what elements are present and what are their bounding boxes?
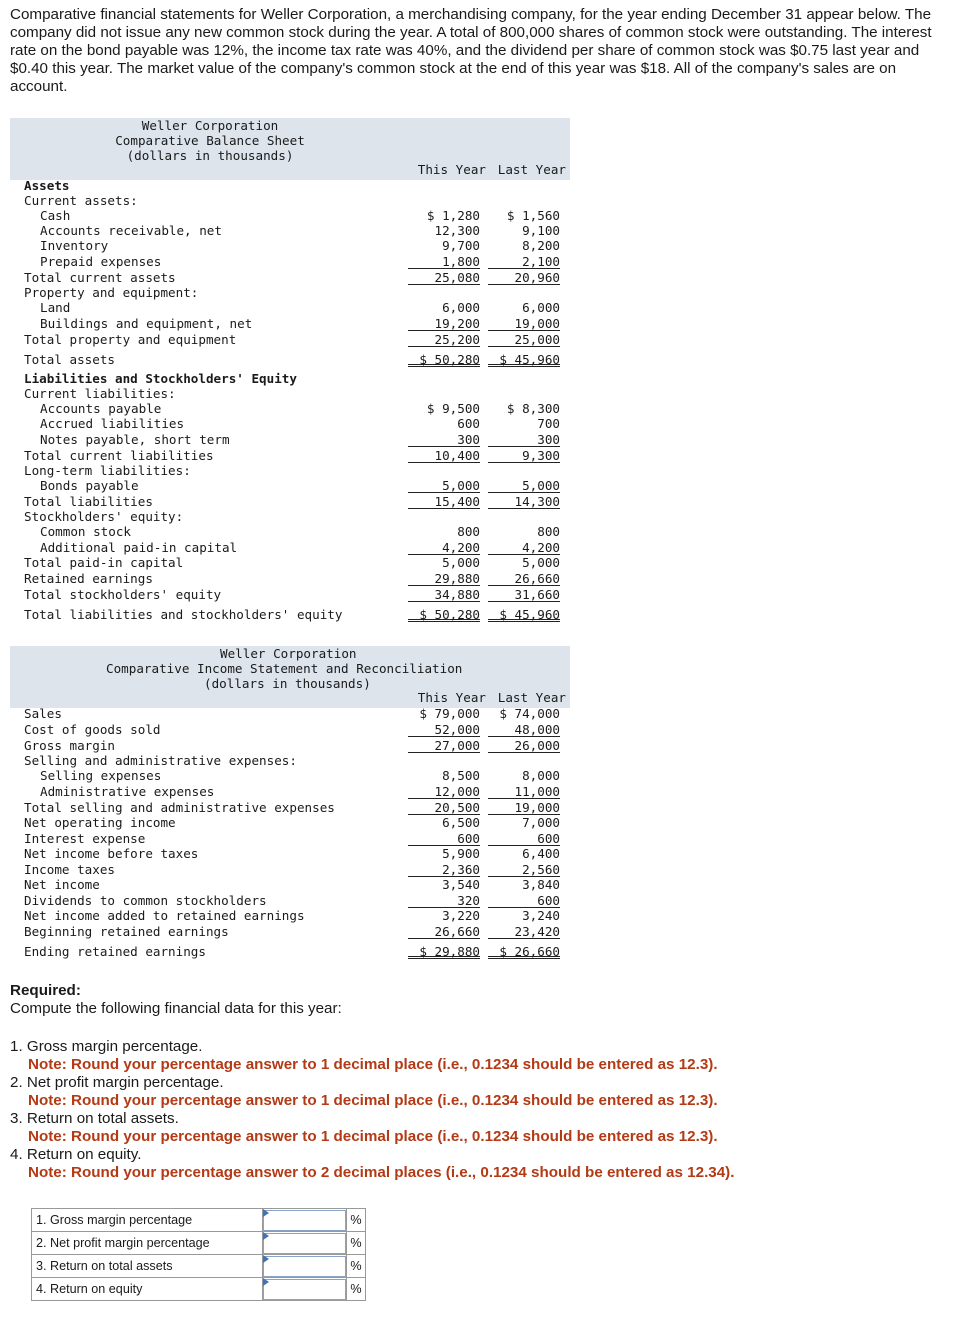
last-year-value: $ 74,000: [499, 706, 560, 721]
is-row-ending-retained-earnings: [10, 944, 570, 959]
row-label: Gross margin: [24, 738, 115, 753]
this-year-value: 8,500: [442, 768, 480, 783]
bs-row-liabilities-and-stockholders-equity: [10, 371, 570, 386]
answer-cell: [263, 1255, 347, 1278]
bs-row-assets: [10, 178, 570, 193]
last-year-value: 600: [488, 893, 560, 908]
last-year-value: 7,000: [522, 815, 560, 830]
last-year-value: 5,000: [522, 555, 560, 570]
answer-row-1-gross-margin-percentage: [32, 1209, 366, 1232]
this-year-value: 300: [408, 432, 480, 447]
balance-sheet-units: (dollars in thousands): [126, 148, 294, 163]
this-year-value: $ 29,880: [408, 944, 480, 959]
bs-row-accrued-liabilities: [10, 416, 570, 431]
this-year-value: 5,900: [442, 846, 480, 861]
last-year-value: 14,300: [488, 494, 560, 509]
answer-unit: %: [347, 1209, 366, 1232]
bs-row-total-liabilities-and-stockholders-equity: [10, 607, 570, 622]
cell-marker-icon: [263, 1209, 269, 1217]
row-label: Selling and administrative expenses:: [24, 753, 297, 768]
balance-sheet: [10, 118, 570, 628]
col-last-year: Last Year: [497, 162, 566, 177]
row-label: Accrued liabilities: [40, 416, 185, 431]
is-row-beginning-retained-earnings: [10, 924, 570, 939]
last-year-value: 20,960: [488, 270, 560, 285]
last-year-value: $ 45,960: [488, 352, 560, 367]
this-year-value: 3,540: [442, 877, 480, 892]
bs-row-common-stock: [10, 524, 570, 539]
is-row-selling-and-administrative-expenses: [10, 753, 570, 768]
answer-table: [31, 1208, 366, 1301]
row-label: Buildings and equipment, net: [40, 316, 253, 331]
answer-row-3-return-on-total-assets: [32, 1255, 366, 1278]
row-label: Common stock: [40, 524, 131, 539]
last-year-value: 8,200: [522, 238, 560, 253]
answer-input-1[interactable]: [263, 1210, 346, 1231]
this-year-value: $ 50,280: [408, 352, 480, 367]
income-statement-company: Weller Corporation: [220, 646, 357, 661]
last-year-value: 6,400: [522, 846, 560, 861]
answer-row-4-return-on-equity: [32, 1278, 366, 1301]
row-label: Prepaid expenses: [40, 254, 162, 269]
last-year-value: 6,000: [522, 300, 560, 315]
this-year-value: 4,200: [408, 540, 480, 555]
row-label: Beginning retained earnings: [24, 924, 229, 939]
row-label: Retained earnings: [24, 571, 153, 586]
last-year-value: 11,000: [488, 784, 560, 799]
is-row-total-selling-and-administrative-expenses: [10, 800, 570, 815]
answer-row-2-net-profit-margin-percentage: [32, 1232, 366, 1255]
income-statement-name: Comparative Income Statement and Reconciliation: [106, 661, 463, 676]
answer-cell: [263, 1232, 347, 1255]
bs-row-notes-payable-short-term: [10, 432, 570, 447]
is-row-income-taxes: [10, 862, 570, 877]
row-label: Dividends to common stockholders: [24, 893, 267, 908]
bs-row-total-property-and-equipment: [10, 332, 570, 347]
last-year-value: $ 1,560: [506, 208, 560, 223]
is-row-dividends-to-common-stockholders: [10, 893, 570, 908]
question-3-note: Note: Round your percentage answer to 1 decimal place (i.e., 0.1234 should be entered as 12.3).: [28, 1128, 718, 1145]
income-statement-title: [10, 646, 570, 691]
row-label: Net income: [24, 877, 100, 892]
this-year-value: 6,500: [442, 815, 480, 830]
this-year-value: $ 9,500: [426, 401, 480, 416]
row-label: Ending retained earnings: [24, 944, 206, 959]
row-label: Total stockholders' equity: [24, 587, 222, 602]
answer-cell: [263, 1209, 347, 1232]
is-row-interest-expense: [10, 831, 570, 846]
bs-row-current-assets: [10, 193, 570, 208]
row-label: Income taxes: [24, 862, 115, 877]
bs-row-prepaid-expenses: [10, 254, 570, 269]
this-year-value: 600: [408, 831, 480, 846]
last-year-value: 23,420: [488, 924, 560, 939]
row-label: Total paid-in capital: [24, 555, 184, 570]
bs-row-buildings-and-equipment-net: [10, 316, 570, 331]
bs-row-bonds-payable: [10, 478, 570, 493]
col-this-year: This Year: [417, 162, 486, 177]
row-label: Accounts payable: [40, 401, 162, 416]
row-label: Sales: [24, 706, 62, 721]
row-label: Net income added to retained earnings: [24, 908, 305, 923]
question-4: 4. Return on equity.: [10, 1146, 142, 1163]
row-label: Administrative expenses: [40, 784, 215, 799]
answer-label: 3. Return on total assets: [32, 1255, 263, 1278]
is-row-sales: [10, 706, 570, 721]
problem-intro: Comparative financial statements for Weller Corporation, a merchandising company, for the year ending December 31 appear below. The company did not issue any new common stock during the year. A total of 800,000 shares of common stock were outstanding. The interest rate on the bond payable was 12%, the income tax rate was 40%, and the dividend per share of common stock was $0.75 last year and $0.40 this year. The market value of the company's common stock at the end of this year was $18. All of the company's sales are on account.: [10, 6, 932, 95]
bs-row-stockholders-equity: [10, 509, 570, 524]
this-year-value: 25,080: [408, 270, 480, 285]
row-label: Long-term liabilities:: [24, 463, 191, 478]
row-label: Inventory: [40, 238, 109, 253]
bs-row-total-paid-in-capital: [10, 555, 570, 570]
row-label: Land: [40, 300, 71, 315]
row-label: Net operating income: [24, 815, 176, 830]
row-label: Total current assets: [24, 270, 176, 285]
answer-input-4[interactable]: [263, 1279, 346, 1300]
this-year-value: 5,000: [442, 555, 480, 570]
last-year-value: $ 26,660: [488, 944, 560, 959]
this-year-value: 25,200: [408, 332, 480, 347]
this-year-value: 27,000: [408, 738, 480, 753]
is-row-net-income-added-to-retained-earnings: [10, 908, 570, 923]
last-year-value: 8,000: [522, 768, 560, 783]
this-year-value: 3,220: [442, 908, 480, 923]
row-label: Current assets:: [24, 193, 138, 208]
row-label: Assets: [24, 178, 70, 193]
is-row-selling-expenses: [10, 768, 570, 783]
last-year-value: 25,000: [488, 332, 560, 347]
this-year-value: 5,000: [408, 478, 480, 493]
last-year-value: 48,000: [488, 722, 560, 737]
bs-row-retained-earnings: [10, 571, 570, 586]
last-year-value: 3,240: [522, 908, 560, 923]
row-label: Total liabilities and stockholders' equity: [24, 607, 343, 622]
row-label: Interest expense: [24, 831, 146, 846]
income-statement-units: (dollars in thousands): [204, 676, 371, 691]
row-label: Bonds payable: [40, 478, 139, 493]
last-year-value: 4,200: [488, 540, 560, 555]
question-4-note: Note: Round your percentage answer to 2 decimal places (i.e., 0.1234 should be entered as 12.34).: [28, 1164, 735, 1181]
this-year-value: 600: [457, 416, 480, 431]
row-label: Stockholders' equity:: [24, 509, 184, 524]
answer-label: 2. Net profit margin percentage: [32, 1232, 263, 1255]
row-label: Total liabilities: [24, 494, 153, 509]
cell-marker-icon: [263, 1278, 269, 1286]
row-label: Net income before taxes: [24, 846, 199, 861]
question-1-note: Note: Round your percentage answer to 1 decimal place (i.e., 0.1234 should be entered as 12.3).: [28, 1056, 718, 1073]
is-row-net-income-before-taxes: [10, 846, 570, 861]
last-year-value: 3,840: [522, 877, 560, 892]
required-heading: Required:: [10, 982, 81, 999]
this-year-value: $ 50,280: [408, 607, 480, 622]
is-row-net-income: [10, 877, 570, 892]
this-year-value: 19,200: [408, 316, 480, 331]
answer-label: 4. Return on equity: [32, 1278, 263, 1301]
last-year-value: $ 45,960: [488, 607, 560, 622]
row-label: Selling expenses: [40, 768, 162, 783]
last-year-value: 26,660: [488, 571, 560, 586]
this-year-value: 12,000: [408, 784, 480, 799]
balance-sheet-name: Comparative Balance Sheet: [115, 133, 305, 148]
answer-unit: %: [347, 1278, 366, 1301]
last-year-value: 300: [488, 432, 560, 447]
bs-row-property-and-equipment: [10, 285, 570, 300]
is-row-administrative-expenses: [10, 784, 570, 799]
bs-row-cash: [10, 208, 570, 223]
this-year-value: 800: [457, 524, 480, 539]
answer-label: 1. Gross margin percentage: [32, 1209, 263, 1232]
bs-row-land: [10, 300, 570, 315]
bs-row-total-liabilities: [10, 494, 570, 509]
question-2: 2. Net profit margin percentage.: [10, 1074, 224, 1091]
bs-row-inventory: [10, 238, 570, 253]
last-year-value: 9,300: [488, 448, 560, 463]
last-year-value: 800: [537, 524, 560, 539]
answer-input-2[interactable]: [263, 1233, 346, 1254]
required-text: Compute the following financial data for this year:: [10, 1000, 342, 1017]
question-2-note: Note: Round your percentage answer to 1 decimal place (i.e., 0.1234 should be entered as 12.3).: [28, 1092, 718, 1109]
balance-sheet-company: Weller Corporation: [141, 118, 279, 133]
bs-row-additional-paid-in-capital: [10, 540, 570, 555]
this-year-value: 10,400: [408, 448, 480, 463]
last-year-value: 19,000: [488, 316, 560, 331]
row-label: Accounts receivable, net: [40, 223, 222, 238]
answer-unit: %: [347, 1255, 366, 1278]
last-year-value: 9,100: [522, 223, 560, 238]
last-year-value: 5,000: [488, 478, 560, 493]
this-year-value: $ 1,280: [426, 208, 480, 223]
row-label: Total current liabilities: [24, 448, 214, 463]
row-label: Current liabilities:: [24, 386, 176, 401]
bs-row-total-stockholders-equity: [10, 587, 570, 602]
answer-unit: %: [347, 1232, 366, 1255]
balance-sheet-title: [10, 118, 410, 163]
this-year-value: 6,000: [442, 300, 480, 315]
col-this-year: This Year: [417, 690, 486, 705]
this-year-value: 29,880: [408, 571, 480, 586]
row-label: Total assets: [24, 352, 115, 367]
answer-cell: [263, 1278, 347, 1301]
is-row-net-operating-income: [10, 815, 570, 830]
row-label: Additional paid-in capital: [40, 540, 238, 555]
this-year-value: 34,880: [408, 587, 480, 602]
this-year-value: 12,300: [434, 223, 480, 238]
cell-marker-icon: [263, 1232, 269, 1240]
row-label: Property and equipment:: [24, 285, 199, 300]
cell-marker-icon: [263, 1255, 269, 1263]
last-year-value: $ 8,300: [506, 401, 560, 416]
last-year-value: 19,000: [488, 800, 560, 815]
bs-row-accounts-receivable-net: [10, 223, 570, 238]
is-row-cost-of-goods-sold: [10, 722, 570, 737]
row-label: Total selling and administrative expenses: [24, 800, 335, 815]
question-1: 1. Gross margin percentage.: [10, 1038, 203, 1055]
this-year-value: 20,500: [408, 800, 480, 815]
last-year-value: 31,660: [488, 587, 560, 602]
this-year-value: 26,660: [408, 924, 480, 939]
last-year-value: 700: [537, 416, 560, 431]
income-statement: [10, 646, 570, 966]
bs-row-accounts-payable: [10, 401, 570, 416]
bs-row-total-current-liabilities: [10, 448, 570, 463]
row-label: Notes payable, short term: [40, 432, 230, 447]
answer-input-3[interactable]: [263, 1256, 346, 1277]
bs-row-long-term-liabilities: [10, 463, 570, 478]
question-3: 3. Return on total assets.: [10, 1110, 179, 1127]
bs-row-current-liabilities: [10, 386, 570, 401]
bs-row-total-current-assets: [10, 270, 570, 285]
required-section: [10, 982, 342, 1018]
this-year-value: 52,000: [408, 722, 480, 737]
last-year-value: 2,100: [488, 254, 560, 269]
this-year-value: 320: [408, 893, 480, 908]
col-last-year: Last Year: [497, 690, 566, 705]
is-row-gross-margin: [10, 738, 570, 753]
bs-row-total-assets: [10, 352, 570, 367]
row-label: Total property and equipment: [24, 332, 237, 347]
last-year-value: 2,560: [488, 862, 560, 877]
row-label: Cash: [40, 208, 71, 223]
this-year-value: 15,400: [408, 494, 480, 509]
this-year-value: 1,800: [408, 254, 480, 269]
question-list: [10, 1038, 950, 1182]
this-year-value: 2,360: [408, 862, 480, 877]
last-year-value: 600: [488, 831, 560, 846]
row-label: Cost of goods sold: [24, 722, 161, 737]
last-year-value: 26,000: [488, 738, 560, 753]
row-label: Liabilities and Stockholders' Equity: [24, 371, 297, 386]
this-year-value: 9,700: [442, 238, 480, 253]
this-year-value: $ 79,000: [419, 706, 480, 721]
